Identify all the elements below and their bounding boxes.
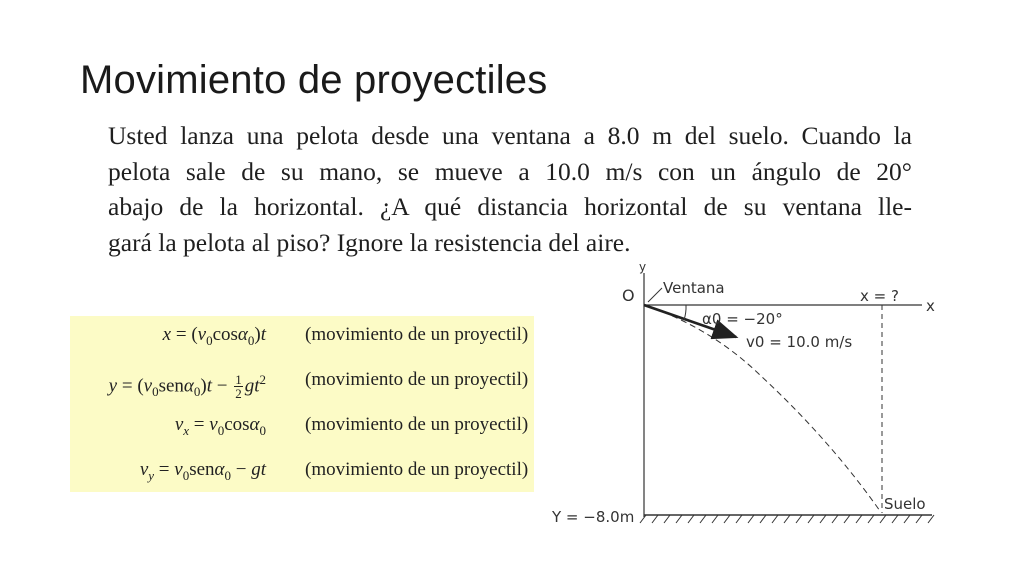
equations-box bbox=[70, 316, 534, 492]
origin-label: O bbox=[622, 286, 635, 305]
height-label: Y = −8.0m bbox=[552, 508, 635, 526]
problem-line: abajo de la horizontal. ¿A qué distancia horizontal de su ventana lle- bbox=[108, 192, 912, 221]
problem-statement bbox=[108, 118, 912, 260]
x-unknown-label: x = ? bbox=[860, 287, 899, 305]
window-leader bbox=[648, 288, 662, 302]
equation-description: (movimiento de un proyectil) bbox=[305, 324, 529, 345]
equation-row bbox=[70, 455, 534, 485]
ground-hatch bbox=[640, 515, 934, 523]
angle-arc bbox=[684, 305, 686, 320]
equation-vy: $v_y = v_0sen\alpha_0$ − gt bbox=[139, 459, 266, 483]
equation-x: $x = (v_0\cos\alpha_0)t$ bbox=[162, 324, 266, 348]
problem-line: Usted lanza una pelota desde una ventana a 8.0 m del suelo. Cuando la bbox=[108, 121, 912, 150]
problem-line: gará la pelota al piso? Ignore la resistencia del aire. bbox=[108, 227, 631, 257]
equation-description: (movimiento de un proyectil) bbox=[305, 369, 529, 390]
y-axis-label: y bbox=[639, 260, 647, 274]
equation-description: (movimiento de un proyectil) bbox=[305, 414, 529, 435]
x-axis-label: x bbox=[926, 297, 935, 315]
equation-vx: $v_x = v_0\cos\alpha_0$ bbox=[174, 414, 266, 438]
ground-label: Suelo bbox=[884, 495, 926, 513]
velocity-label: v0 = 10.0 m/s bbox=[746, 333, 853, 351]
equation-y: $y = (v_0sen\alpha_0)t$ − $\frac{1}{2}$ $gt^2$ bbox=[108, 372, 266, 402]
equation-row bbox=[70, 410, 534, 440]
angle-label: α0 = −20° bbox=[702, 310, 783, 328]
equation-row bbox=[70, 365, 534, 402]
problem-line: pelota sale de su mano, se mueve a 10.0 m/s con un ángulo de 20° bbox=[108, 156, 912, 186]
projectile-diagram bbox=[540, 255, 960, 555]
slide-title: Movimiento de proyectiles bbox=[80, 58, 548, 102]
equation-row bbox=[70, 320, 534, 350]
equation-description: (movimiento de un proyectil) bbox=[305, 459, 529, 480]
window-label: Ventana bbox=[663, 279, 725, 297]
